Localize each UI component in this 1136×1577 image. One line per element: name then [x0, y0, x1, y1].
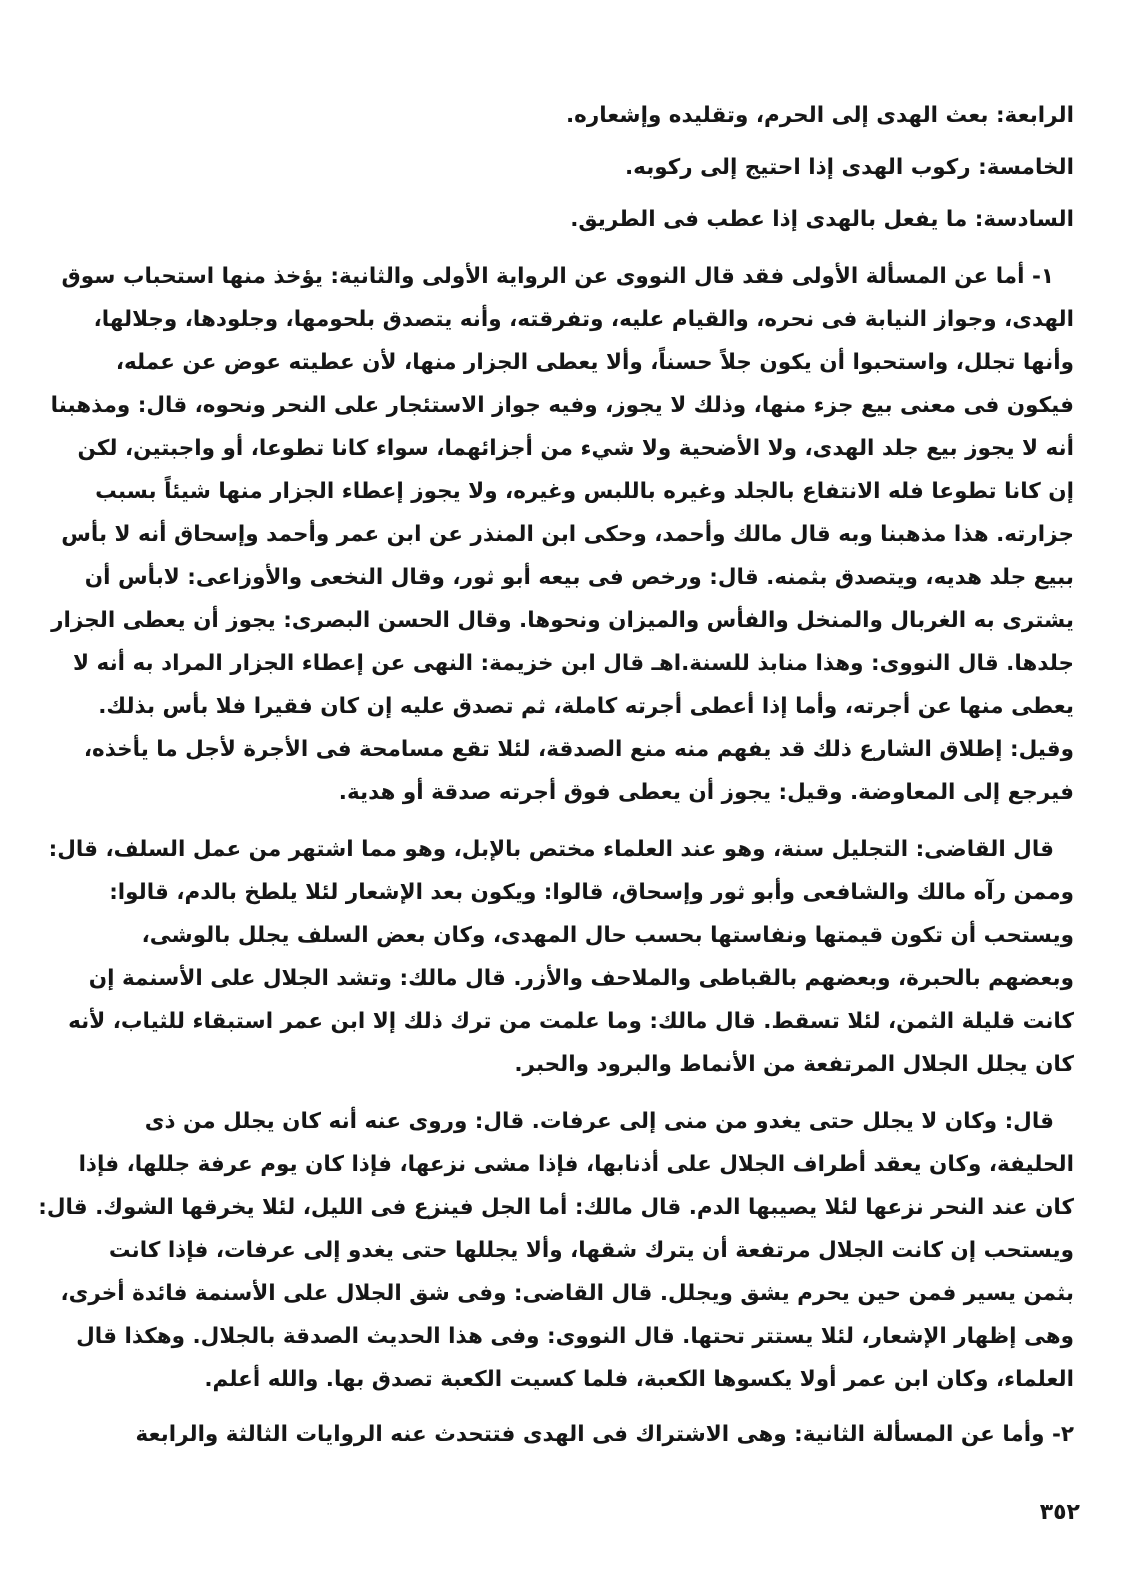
paragraph-1-line-10: جلدها. قال النووى: وهذا منابذ للسنة.اهـ قال ابن خزيمة: النهى عن إعطاء الجزار المراد به أنه لا	[73, 651, 1074, 676]
paragraph-3-line-7: العلماء، وكان ابن عمر أولا يكسوها الكعبة، فلما كسيت الكعبة تصدق بها. والله أعلم.	[204, 1367, 1074, 1392]
paragraph-1-line-5: أنه لا يجوز بيع جلد الهدى، ولا الأضحية ولا شيء من أجزائهما، سواء كانا تطوعا، أو واجبتين، لكن	[77, 436, 1074, 461]
paragraph-3-line-4: ويستحب إن كانت الجلال مرتفعة أن يترك شقها، وألا يجللها حتى يغدو إلى عرفات، فإذا كانت	[108, 1238, 1074, 1263]
paragraph-2-line-2: وممن رآه مالك والشافعى وأبو ثور وإسحاق، قالوا: ويكون بعد الإشعار لئلا يلطخ بالدم، قالوا:	[109, 880, 1074, 905]
paragraph-1-line-2: الهدى، وجواز النيابة فى نحره، والقيام عليه، وتفرقته، وأنه يتصدق بلحومها، وجلودها، وجلالها،	[93, 307, 1074, 332]
list-item-fifth: الخامسة: ركوب الهدى إذا احتيج إلى ركوبه.	[625, 155, 1074, 180]
paragraph-2-line-3: ويستحب أن تكون قيمتها ونفاستها بحسب حال المهدى، وكان بعض السلف يجلل بالوشى،	[141, 923, 1074, 948]
paragraph-1-line-1: ١- أما عن المسألة الأولى فقد قال النووى عن الرواية الأولى والثانية: يؤخذ منها استحباب سوق	[61, 264, 1054, 289]
paragraph-1-line-4: فيكون فى معنى بيع جزء منها، وذلك لا يجوز، وفيه جواز الاستئجار على النحر ونحوه، قال: ومذهبنا	[50, 393, 1074, 418]
paragraph-1-line-12: وقيل: إطلاق الشارع ذلك قد يفهم منه منع الصدقة، لئلا تقع مسامحة فى الأجرة لأجل ما يأخذه،	[83, 737, 1074, 762]
paragraph-1-line-7: جزارته. هذا مذهبنا وبه قال مالك وأحمد، وحكى ابن المنذر عن ابن عمر وأحمد وإسحاق أنه لا بأس	[61, 522, 1074, 547]
paragraph-3-line-3: كان عند النحر نزعها لئلا يصيبها الدم. قال مالك: أما الجل فينزع فى الليل، لئلا يخرقها الشوك. قال:	[38, 1195, 1074, 1220]
paragraph-2-line-4: وبعضهم بالحبرة، وبعضهم بالقباطى والملاحف والأزر. قال مالك: وتشد الجلال على الأسنمة إن	[88, 966, 1074, 991]
paragraph-3-line-6: وهى إظهار الإشعار، لئلا يستتر تحتها. قال النووى: وفى هذا الحديث الصدقة بالجلال. وهكذا قال	[76, 1324, 1074, 1349]
paragraph-3-line-2: الحليفة، وكان يعقد أطراف الجلال على أذنابها، فإذا مشى نزعها، فإذا كان يوم عرفة جللها، فإذا	[78, 1152, 1074, 1177]
paragraph-3-line-5: بثمن يسير فمن حين يحرم يشق ويجلل. قال القاضى: وفى شق الجلال على الأسنمة فائدة أخرى،	[60, 1281, 1074, 1306]
paragraph-3-line-1: قال: وكان لا يجلل حتى يغدو من منى إلى عرفات. قال: وروى عنه أنه كان يجلل من ذى	[144, 1109, 1054, 1134]
paragraph-2-line-6: كان يجلل الجلال المرتفعة من الأنماط والبرود والحبر.	[514, 1052, 1074, 1077]
page-number: ٣٥٢	[1039, 1500, 1080, 1525]
paragraph-2-line-5: كانت قليلة الثمن، لئلا تسقط. قال مالك: وما علمت من ترك ذلك إلا ابن عمر استبقاء للثياب، لأنه	[68, 1009, 1074, 1034]
paragraph-1-line-8: ببيع جلد هديه، ويتصدق بثمنه. قال: ورخص فى بيعه أبو ثور، وقال النخعى والأوزاعى: لابأس أن	[84, 565, 1074, 590]
paragraph-1-line-11: يعطى منها عن أجرته، وأما إذا أعطى أجرته كاملة، ثم تصدق عليه إن كان فقيرا فلا بأس بذلك.	[98, 694, 1074, 719]
paragraph-2-line-1: قال القاضى: التجليل سنة، وهو عند العلماء مختص بالإبل، وهو مما اشتهر من عمل السلف، قال:	[48, 837, 1054, 862]
paragraph-1-line-6: إن كانا تطوعا فله الانتفاع بالجلد وغيره باللبس وغيره، ولا يجوز إعطاء الجزار منها شيئاً بسبب	[95, 479, 1074, 504]
list-item-sixth: السادسة: ما يفعل بالهدى إذا عطب فى الطريق.	[570, 207, 1074, 232]
paragraph-4-line-1: ٢- وأما عن المسألة الثانية: وهى الاشتراك فى الهدى فتتحدث عنه الروايات الثالثة والرابعة	[135, 1422, 1074, 1447]
paragraph-1-line-13: فيرجع إلى المعاوضة. وقيل: يجوز أن يعطى فوق أجرته صدقة أو هدية.	[338, 780, 1074, 805]
paragraph-1-line-3: وأنها تجلل، واستحبوا أن يكون جلاً حسناً، وألا يعطى الجزار منها، لأن عطيته عوض عن عمله،	[115, 350, 1074, 375]
list-item-fourth: الرابعة: بعث الهدى إلى الحرم، وتقليده وإشعاره.	[565, 103, 1074, 128]
paragraph-1-line-9: يشترى به الغربال والمنخل والفأس والميزان ونحوها. وقال الحسن البصرى: يجوز أن يعطى الجزار	[51, 608, 1074, 633]
